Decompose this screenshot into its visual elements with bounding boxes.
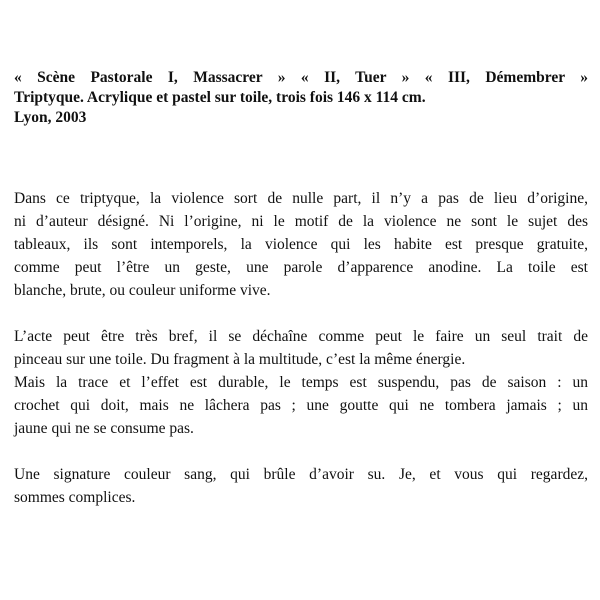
paragraph-line: L’acte peut être très bref, il se déchaîne comme peut le faire un seul trait de [14, 328, 588, 345]
description-paragraph-2 [14, 325, 588, 440]
paragraph-line: tableaux, ils sont intemporels, la violence qui les habite est presque gratuite, [14, 236, 588, 253]
description-paragraph-1 [14, 187, 588, 302]
paragraph-line: Mais la trace et l’effet est durable, le temps est suspendu, pas de saison : un [14, 374, 588, 391]
artwork-header [14, 68, 588, 128]
description-paragraph-3 [14, 463, 588, 509]
paragraph-line: ni d’auteur désigné. Ni l’origine, ni le motif de la violence ne sont le sujet des [14, 213, 588, 230]
artwork-place-date: Lyon, 2003 [14, 109, 87, 126]
paragraph-line: Une signature couleur sang, qui brûle d’avoir su. Je, et vous qui regardez, [14, 466, 588, 483]
paragraph-line: jaune qui ne se consume pas. [14, 420, 194, 437]
paragraph-line: crochet qui doit, mais ne lâchera pas ; une goutte qui ne tombera jamais ; un [14, 397, 588, 414]
artwork-technique: Triptyque. Acrylique et pastel sur toile, trois fois 146 x 114 cm. [14, 89, 426, 106]
paragraph-line: Dans ce triptyque, la violence sort de nulle part, il n’y a pas de lieu d’origine, [14, 190, 588, 207]
paragraph-line: sommes complices. [14, 489, 136, 506]
paragraph-line: blanche, brute, ou couleur uniforme vive. [14, 282, 271, 299]
artwork-description [14, 187, 588, 509]
paragraph-line: comme peut l’être un geste, une parole d’apparence anodine. La toile est [14, 259, 588, 276]
paragraph-line: pinceau sur une toile. Du fragment à la multitude, c’est la même énergie. [14, 351, 466, 368]
artwork-title: « Scène Pastorale I, Massacrer » « II, Tuer » « III, Démembrer » [14, 69, 588, 86]
